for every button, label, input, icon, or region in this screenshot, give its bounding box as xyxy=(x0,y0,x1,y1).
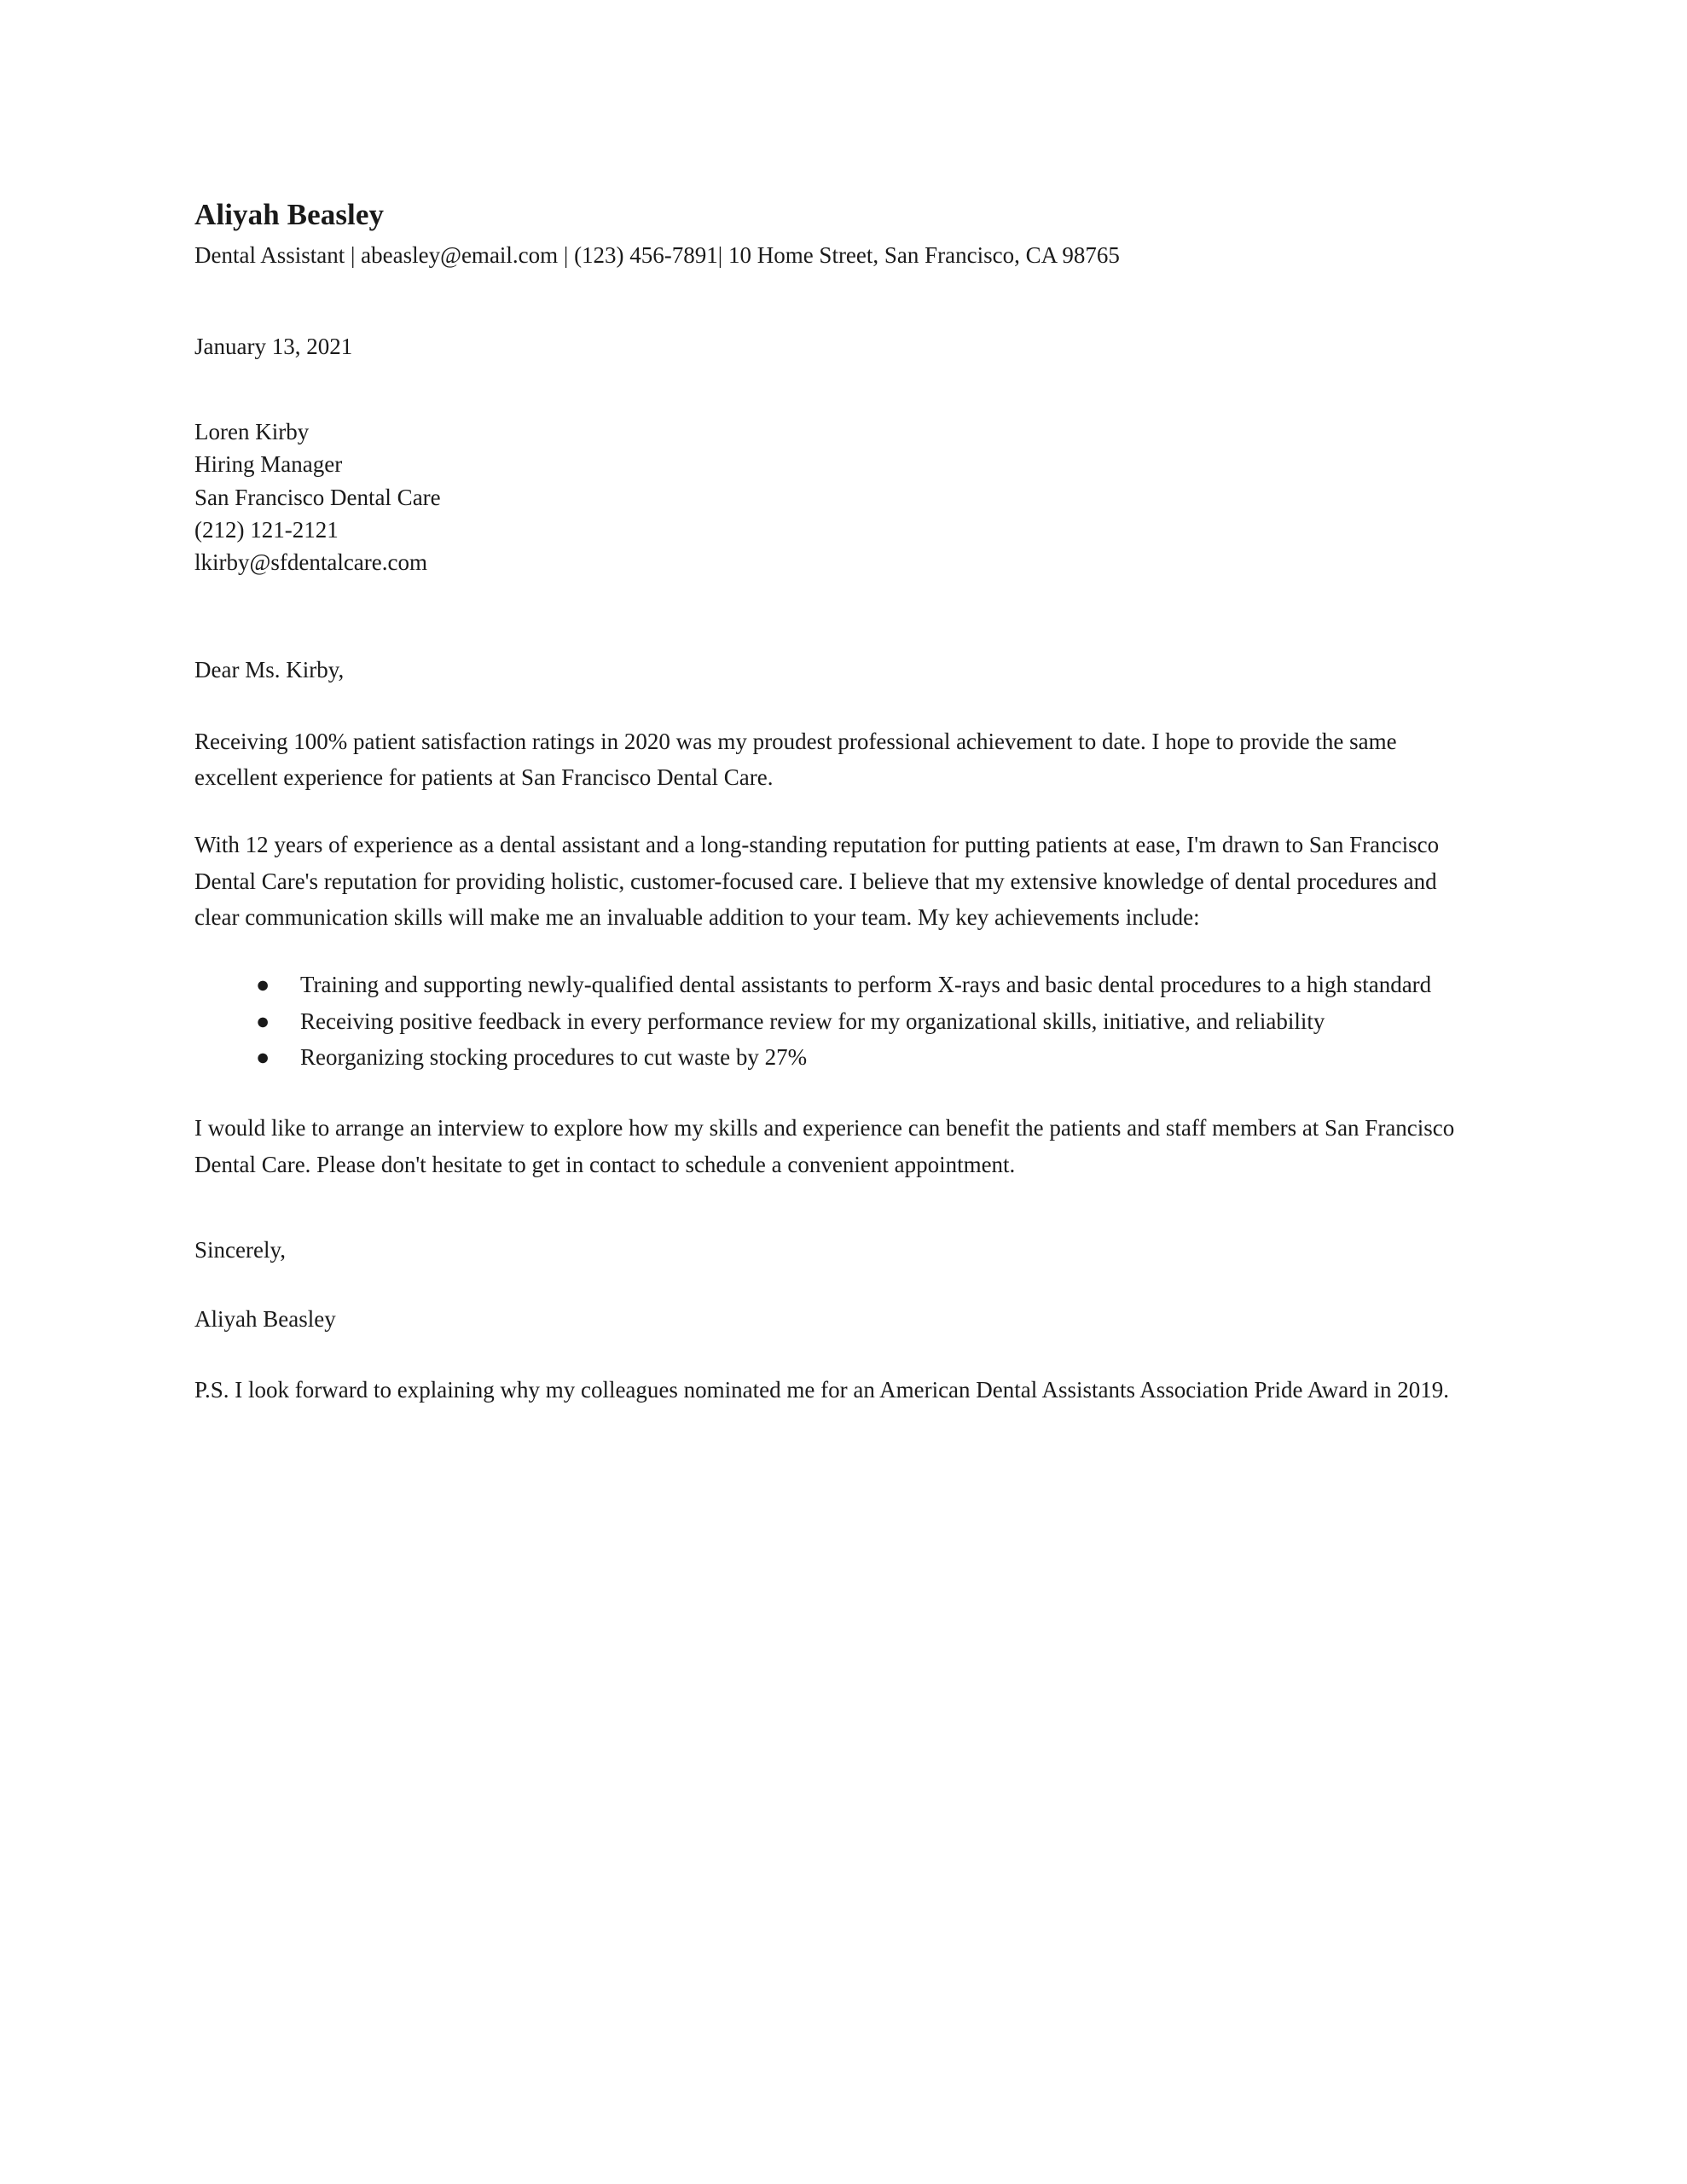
list-item xyxy=(194,1039,1458,1076)
sender-name: Aliyah Beasley xyxy=(194,198,385,231)
letter-closing xyxy=(194,1234,1458,1409)
letter-header xyxy=(194,198,1458,272)
recipient-title: Hiring Manager xyxy=(194,451,343,478)
body-paragraph-2: With 12 years of experience as a dental assistant and a long-standing reputation for putting patients at ease, I'm drawn to San Francisco Dental Care's reputation for providing holistic, customer-focused care. I believe that my extensive knowledge of dental procedures and clear communication skills will make me an invaluable addition to your team. My key achievements include: xyxy=(194,831,1440,931)
recipient-email: lkirby@sfdentalcare.com xyxy=(194,549,428,576)
letter-body xyxy=(194,653,1458,1182)
recipient-company: San Francisco Dental Care xyxy=(194,484,441,510)
achievement-text: Receiving positive feedback in every performance review for my organizational skills, initiative, and reliability xyxy=(300,1008,1325,1034)
bullet-icon: ● xyxy=(256,1044,270,1071)
achievements-list xyxy=(194,967,1458,1076)
valediction: Sincerely, xyxy=(194,1237,286,1263)
body-paragraph-3: I would like to arrange an interview to explore how my skills and experience can benefit the patients and staff members at San Francisco Dental Care. Please don't hesitate to get in contact to schedule a convenient appointment. xyxy=(194,1114,1455,1177)
bullet-icon: ● xyxy=(256,971,270,997)
recipient-block xyxy=(194,415,1458,579)
sender-contact-line: Dental Assistant | abeasley@email.com | (123) 456-7891| 10 Home Street, San Francisco, CA 98765 xyxy=(194,242,1120,269)
achievement-text: Reorganizing stocking procedures to cut waste by 27% xyxy=(300,1044,808,1071)
bullet-icon: ● xyxy=(256,1008,270,1034)
body-paragraph-1: Receiving 100% patient satisfaction ratings in 2020 was my proudest professional achievement to date. I hope to provide the same excellent experience for patients at San Francisco Dental Care. xyxy=(194,728,1397,791)
letter-date: January 13, 2021 xyxy=(194,333,353,359)
signature-name: Aliyah Beasley xyxy=(194,1306,336,1333)
recipient-phone: (212) 121-2121 xyxy=(194,516,339,543)
list-item xyxy=(194,967,1458,1003)
salutation: Dear Ms. Kirby, xyxy=(194,657,345,683)
achievement-text: Training and supporting newly-qualified dental assistants to perform X-rays and basic dental procedures to a high standard xyxy=(300,971,1432,997)
recipient-name: Loren Kirby xyxy=(194,418,310,444)
list-item xyxy=(194,1003,1458,1040)
postscript: P.S. I look forward to explaining why my colleagues nominated me for an American Dental Assistants Association Pride Award in 2019. xyxy=(194,1377,1450,1403)
